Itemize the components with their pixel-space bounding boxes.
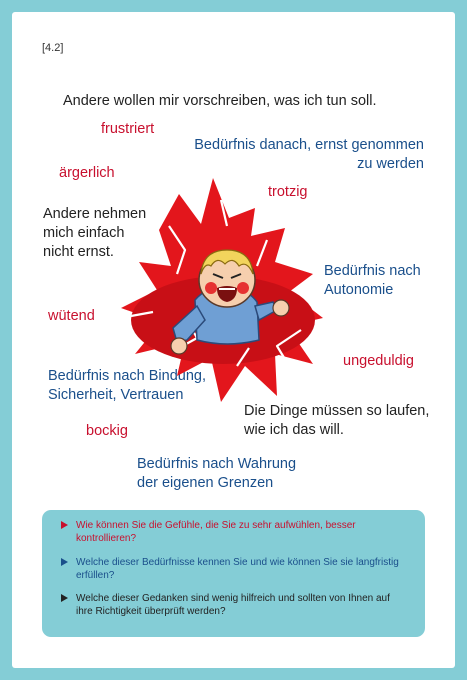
reflection-questions-box xyxy=(42,510,425,637)
need-autonomie xyxy=(324,262,421,300)
need-line: zu werden xyxy=(357,156,424,172)
thought-line: Die Dinge müssen so laufen, xyxy=(244,403,430,419)
triangle-bullet-icon xyxy=(61,521,68,529)
thought-line: nicht ernst. xyxy=(43,244,114,260)
question-line: Wie können Sie die Gefühle, die Sie zu sehr aufwühlen, besser xyxy=(76,520,356,531)
feeling-wuetend: wütend xyxy=(48,308,95,324)
need-line: Bedürfnis nach Bindung, xyxy=(48,368,206,384)
question-item xyxy=(76,556,413,582)
need-ernst-genommen xyxy=(192,136,424,174)
angry-child-stomping-icon xyxy=(117,170,337,410)
question-item xyxy=(76,592,413,618)
need-line: Autonomie xyxy=(324,282,394,298)
need-grenzen xyxy=(137,455,296,493)
need-line: Bedürfnis danach, ernst genommen xyxy=(194,137,424,153)
thought-line: mich einfach xyxy=(43,225,125,241)
feeling-bockig: bockig xyxy=(86,423,128,439)
feeling-aergerlich: ärgerlich xyxy=(59,165,115,181)
question-line: Welche dieser Gedanken sind wenig hilfreich und sollten von Ihnen auf xyxy=(76,593,390,604)
thought-line: Andere nehmen xyxy=(43,206,147,222)
question-item xyxy=(76,519,413,545)
question-line: erfüllen? xyxy=(76,570,115,581)
need-line: Bedürfnis nach Wahrung xyxy=(137,456,297,472)
need-line: Sicherheit, Vertrauen xyxy=(48,387,184,403)
question-line: Welche dieser Bedürfnisse kennen Sie und wie können Sie sie langfristig xyxy=(76,557,399,568)
need-line: der eigenen Grenzen xyxy=(137,475,274,491)
question-line: kontrollieren? xyxy=(76,533,137,544)
triangle-bullet-icon xyxy=(61,594,68,602)
question-line: ihre Richtigkeit überprüft werden? xyxy=(76,606,226,617)
thought-line: wie ich das will. xyxy=(244,422,344,438)
feeling-ungeduldig: ungeduldig xyxy=(343,353,414,369)
page xyxy=(12,12,455,668)
triangle-bullet-icon xyxy=(61,558,68,566)
need-line: Bedürfnis nach xyxy=(324,263,421,279)
thought-vorschreiben: Andere wollen mir vorschreiben, was ich tun soll. xyxy=(63,93,377,109)
page-reference: [4.2] xyxy=(42,42,64,54)
feeling-trotzig: trotzig xyxy=(268,184,308,200)
feeling-frustriert: frustriert xyxy=(101,121,155,137)
